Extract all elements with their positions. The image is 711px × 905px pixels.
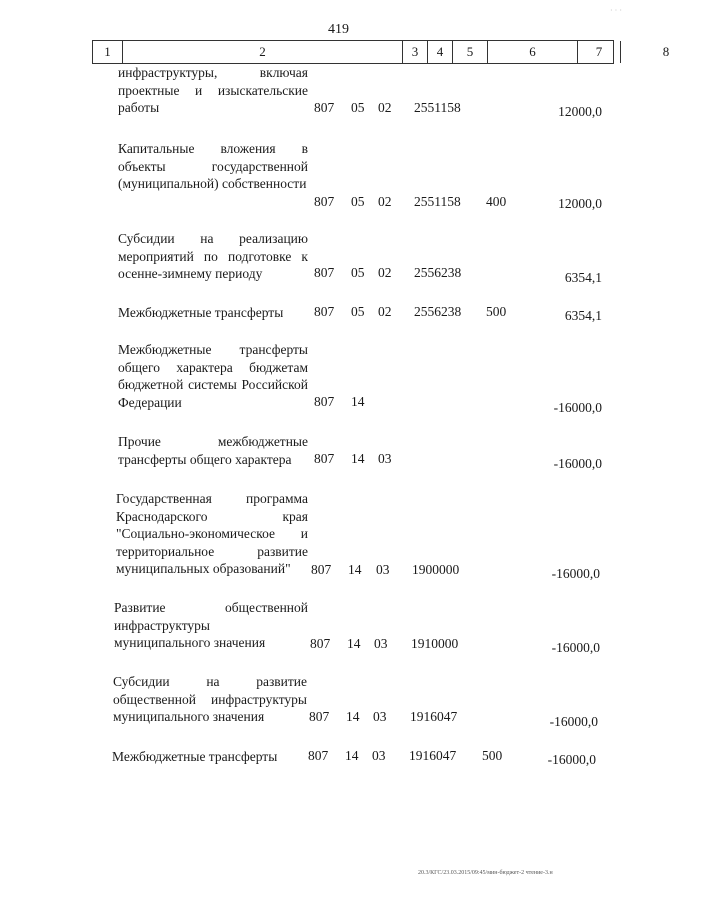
cell-col-3: 807 — [314, 304, 335, 319]
header-col-1: 1 — [93, 41, 123, 63]
cell-col-4: 05 — [351, 194, 365, 209]
cell-col-3: 807 — [314, 451, 335, 466]
cell-col-8: -16000,0 — [551, 566, 600, 581]
cell-col-3: 807 — [314, 100, 335, 115]
page-number: 419 — [328, 22, 349, 37]
cell-col-5: 03 — [376, 562, 390, 577]
header-col-8: 8 — [662, 44, 670, 59]
cell-col-5: 03 — [378, 451, 392, 466]
cell-col-8: -16000,0 — [553, 456, 602, 471]
cell-col-7: 500 — [482, 748, 503, 763]
cell-col-7: 400 — [486, 194, 507, 209]
cell-col-4: 14 — [348, 562, 362, 577]
row-description: инфраструктуры, включая проектные и изыскательские работы — [118, 65, 308, 115]
cell-col-6: 2551158 — [414, 194, 461, 209]
row-description: Межбюджетные трансферты — [112, 749, 278, 764]
cell-col-4: 14 — [346, 709, 360, 724]
table-header — [92, 40, 670, 64]
header-col-3: 3 — [403, 41, 428, 63]
cell-col-3: 807 — [308, 748, 329, 763]
cell-col-5: 02 — [378, 100, 392, 115]
corner-mark: · · · — [610, 6, 622, 15]
cell-col-3: 807 — [314, 394, 335, 409]
cell-col-8: -16000,0 — [547, 752, 596, 767]
cell-col-4: 05 — [351, 304, 365, 319]
cell-col-5: 03 — [373, 709, 387, 724]
cell-col-8: 6354,1 — [564, 308, 602, 323]
cell-col-6: 2556238 — [414, 265, 462, 280]
row-description: Государственная программа Краснодарского края "Социально-экономическое и территориальное развитие муниципальных образований" — [116, 491, 308, 576]
row-description: Развитие общественной инфраструктуры муниципального значения — [114, 600, 308, 650]
header-col-5: 5 — [453, 41, 488, 63]
cell-col-5: 02 — [378, 304, 392, 319]
header-col-6: 6 — [488, 41, 578, 63]
cell-col-6: 1910000 — [411, 636, 459, 651]
cell-col-5: 02 — [378, 265, 392, 280]
cell-col-5: 02 — [378, 194, 392, 209]
cell-col-6: 1916047 — [410, 709, 458, 724]
cell-col-6: 2551158 — [414, 100, 461, 115]
cell-col-6: 1900000 — [412, 562, 460, 577]
cell-col-3: 807 — [314, 194, 335, 209]
header-col-2: 2 — [123, 41, 403, 63]
cell-col-8: 12000,0 — [558, 104, 602, 119]
cell-col-3: 807 — [311, 562, 332, 577]
cell-col-3: 807 — [310, 636, 331, 651]
footer-stamp: 20.3/КГС/23.03.2015/09:45/мин-бюджет-2 чтение-3.н — [418, 870, 553, 876]
row-description: Субсидии на развитие общественной инфраструктуры муниципального значения — [113, 674, 307, 724]
cell-col-3: 807 — [314, 265, 335, 280]
cell-col-4: 05 — [351, 265, 365, 280]
row-description: Субсидии на реализацию мероприятий по подготовке к осенне-зимнему периоду — [118, 231, 308, 281]
cell-col-8: -16000,0 — [551, 640, 600, 655]
cell-col-8: -16000,0 — [553, 400, 602, 415]
cell-col-4: 05 — [351, 100, 365, 115]
cell-col-8: 6354,1 — [564, 270, 602, 285]
cell-col-4: 14 — [345, 748, 359, 763]
cell-col-6: 2556238 — [414, 304, 462, 319]
cell-col-5: 03 — [374, 636, 388, 651]
cell-col-8: -16000,0 — [549, 714, 598, 729]
cell-col-6: 1916047 — [409, 748, 457, 763]
cell-col-4: 14 — [351, 394, 365, 409]
row-description: Прочие межбюджетные трансферты общего характера — [118, 434, 308, 467]
cell-col-7: 500 — [486, 304, 507, 319]
cell-col-3: 807 — [309, 709, 330, 724]
row-description: Межбюджетные трансферты — [118, 305, 284, 320]
row-description: Межбюджетные трансферты общего характера бюджетам бюджетной системы Российской Федерации — [118, 342, 308, 410]
header-col-4: 4 — [428, 41, 453, 63]
cell-col-5: 03 — [372, 748, 386, 763]
row-description: Капитальные вложения в объекты государственной (муниципальной) собственности — [118, 141, 308, 191]
cell-col-4: 14 — [347, 636, 361, 651]
cell-col-4: 14 — [351, 451, 365, 466]
cell-col-8: 12000,0 — [558, 196, 602, 211]
header-col-7: 7 — [578, 41, 621, 63]
